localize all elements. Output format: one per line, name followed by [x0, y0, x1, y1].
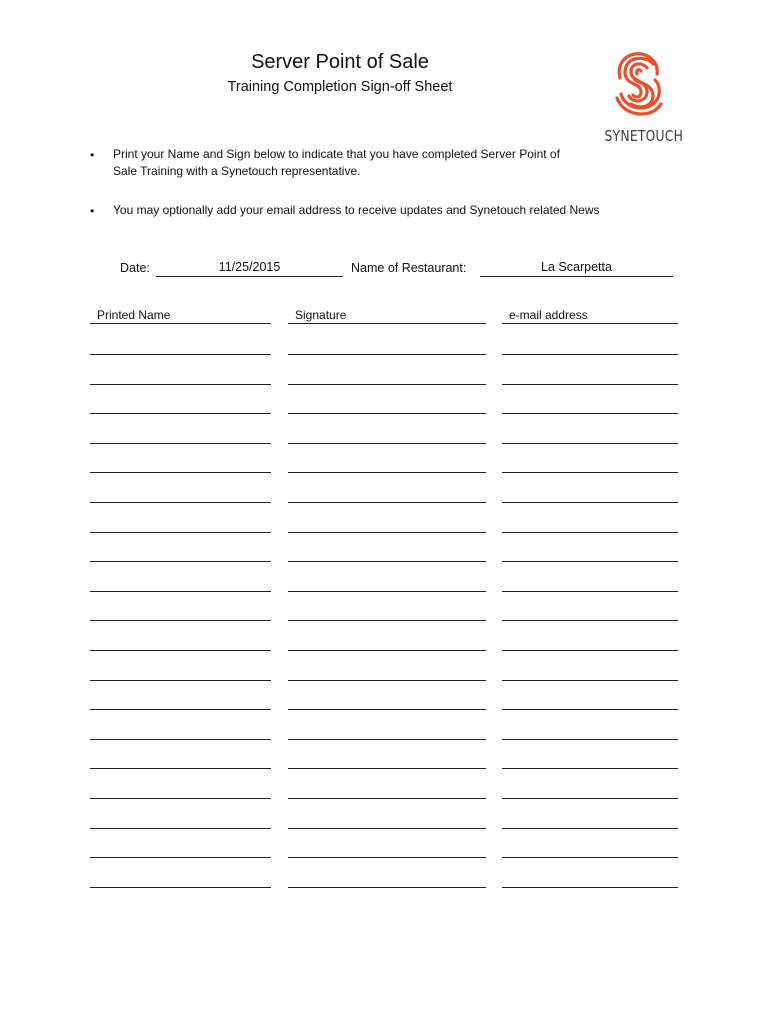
- column-header-signature: Signature: [288, 307, 486, 324]
- email-line[interactable]: [502, 620, 678, 621]
- signature-line[interactable]: [288, 561, 486, 562]
- email-line[interactable]: [502, 443, 678, 444]
- signature-line[interactable]: [288, 502, 486, 503]
- synetouch-logo: [597, 50, 684, 155]
- signature-line[interactable]: [288, 768, 486, 769]
- email-line[interactable]: [502, 680, 678, 681]
- printed-name-line[interactable]: [90, 384, 271, 385]
- instruction-1-line-2: Sale Training with a Synetouch representative.: [113, 164, 361, 178]
- email-line[interactable]: [502, 532, 678, 533]
- email-line[interactable]: [502, 561, 678, 562]
- printed-name-line[interactable]: [90, 828, 271, 829]
- column-header-printed-name: Printed Name: [90, 307, 271, 324]
- email-line[interactable]: [502, 650, 678, 651]
- signature-line[interactable]: [288, 739, 486, 740]
- printed-name-line[interactable]: [90, 561, 271, 562]
- bullet-marker: •: [90, 148, 95, 162]
- printed-name-line[interactable]: [90, 354, 271, 355]
- bullet-marker: •: [90, 204, 95, 218]
- printed-name-line[interactable]: [90, 709, 271, 710]
- date-label: Date:: [120, 261, 150, 275]
- printed-name-line[interactable]: [90, 620, 271, 621]
- column-header-email: e-mail address: [502, 307, 678, 324]
- printed-name-line[interactable]: [90, 798, 271, 799]
- printed-name-line[interactable]: [90, 472, 271, 473]
- email-line[interactable]: [502, 857, 678, 858]
- signature-line[interactable]: [288, 443, 486, 444]
- printed-name-line[interactable]: [90, 591, 271, 592]
- signature-line[interactable]: [288, 532, 486, 533]
- signature-line[interactable]: [288, 591, 486, 592]
- email-line[interactable]: [502, 413, 678, 414]
- email-line[interactable]: [502, 502, 678, 503]
- printed-name-line[interactable]: [90, 857, 271, 858]
- printed-name-line[interactable]: [90, 502, 271, 503]
- email-line[interactable]: [502, 591, 678, 592]
- email-line[interactable]: [502, 354, 678, 355]
- email-line[interactable]: [502, 472, 678, 473]
- instruction-2: [113, 202, 643, 219]
- signature-line[interactable]: [288, 887, 486, 888]
- instruction-1: [113, 146, 603, 180]
- page-subtitle: Training Completion Sign-off Sheet: [227, 79, 453, 95]
- signature-line[interactable]: [288, 680, 486, 681]
- email-line[interactable]: [502, 768, 678, 769]
- signature-line[interactable]: [288, 650, 486, 651]
- email-line[interactable]: [502, 384, 678, 385]
- page-title: Server Point of Sale: [251, 51, 429, 73]
- printed-name-line[interactable]: [90, 413, 271, 414]
- signature-line[interactable]: [288, 472, 486, 473]
- instruction-2-line-1: You may optionally add your email address to receive updates and Synetouch related News: [113, 203, 600, 217]
- logo-wordmark: SYNETOUCH: [604, 127, 684, 145]
- email-line[interactable]: [502, 739, 678, 740]
- email-line[interactable]: [502, 828, 678, 829]
- email-line[interactable]: [502, 709, 678, 710]
- email-line[interactable]: [502, 798, 678, 799]
- signature-line[interactable]: [288, 354, 486, 355]
- email-line[interactable]: [502, 887, 678, 888]
- printed-name-line[interactable]: [90, 768, 271, 769]
- instruction-1-line-1: Print your Name and Sign below to indicate that you have completed Server Point of: [113, 147, 560, 161]
- printed-name-line[interactable]: [90, 887, 271, 888]
- printed-name-line[interactable]: [90, 680, 271, 681]
- restaurant-field[interactable]: La Scarpetta: [480, 259, 673, 277]
- signature-line[interactable]: [288, 798, 486, 799]
- printed-name-line[interactable]: [90, 443, 271, 444]
- signature-line[interactable]: [288, 413, 486, 414]
- printed-name-line[interactable]: [90, 532, 271, 533]
- signature-line[interactable]: [288, 709, 486, 710]
- date-field[interactable]: 11/25/2015: [156, 259, 343, 277]
- signature-line[interactable]: [288, 857, 486, 858]
- fingerprint-s-icon: [611, 50, 667, 122]
- signature-line[interactable]: [288, 828, 486, 829]
- printed-name-line[interactable]: [90, 739, 271, 740]
- signature-line[interactable]: [288, 620, 486, 621]
- printed-name-line[interactable]: [90, 650, 271, 651]
- signature-line[interactable]: [288, 384, 486, 385]
- restaurant-label: Name of Restaurant:: [351, 261, 467, 275]
